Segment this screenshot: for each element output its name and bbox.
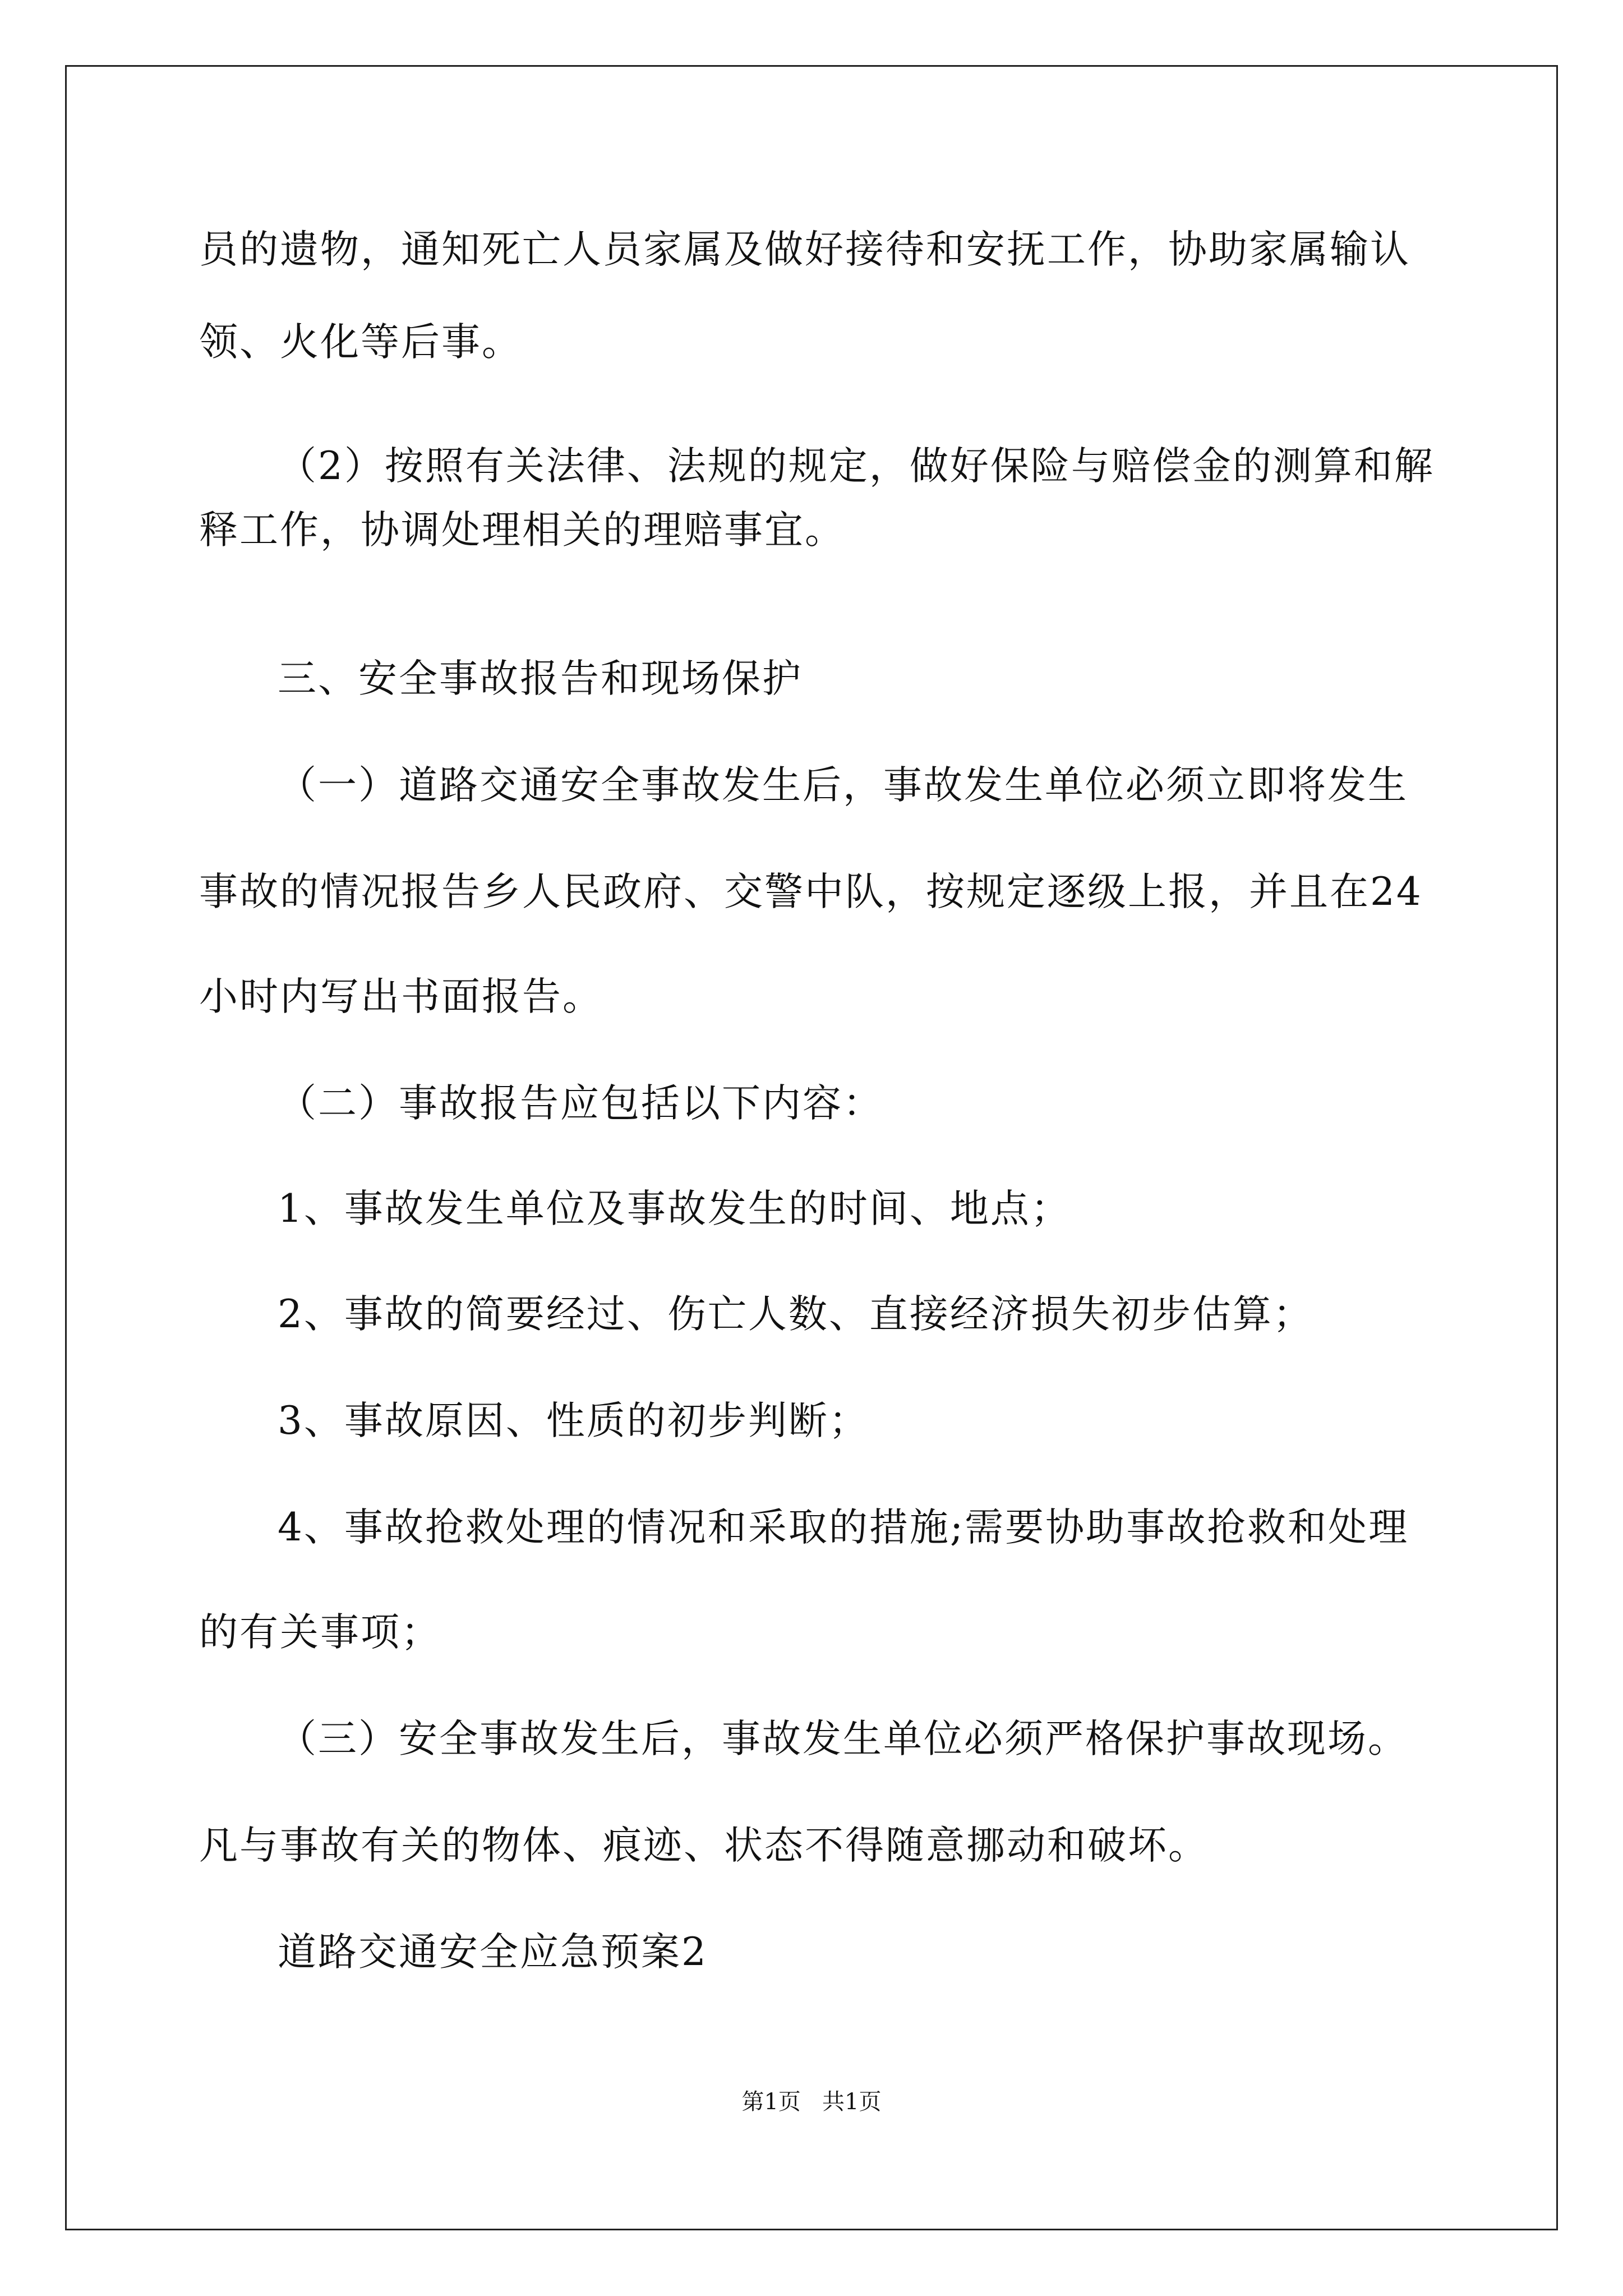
text-line-8: 小时内写出书面报告。 <box>199 974 603 1019</box>
list-item-2: 2、事故的简要经过、伤亡人数、直接经济损失初步估算； <box>278 1292 1313 1337</box>
text-line-1: 员的遗物，通知死亡人员家属及做好接待和安抚工作，协助家属输认 <box>199 227 1410 272</box>
text-line-6: （一）道路交通安全事故发生后，事故发生单位必须立即将发生 <box>278 763 1408 808</box>
text-line-3: （2）按照有关法律、法规的规定，做好保险与赔偿金的测算和解 <box>278 444 1435 489</box>
section-heading: 三、安全事故报告和现场保护 <box>278 656 803 701</box>
list-item-4: 4、事故抢救处理的情况和采取的措施;需要协助事故抢救和处理 <box>278 1505 1409 1550</box>
page-border <box>65 65 1558 2230</box>
list-item-3: 3、事故原因、性质的初步判断； <box>278 1398 869 1443</box>
next-section-title: 道路交通安全应急预案2 <box>278 1930 708 1975</box>
text-line-14: 的有关事项； <box>199 1610 441 1655</box>
text-line-2: 领、火化等后事。 <box>199 320 522 365</box>
list-item-1: 1、事故发生单位及事故发生的时间、地点； <box>278 1186 1071 1231</box>
page-footer: 第1页 共1页 <box>741 2089 882 2115</box>
text-line-15: （三）安全事故发生后，事故发生单位必须严格保护事故现场。 <box>278 1717 1408 1761</box>
text-line-16: 凡与事故有关的物体、痕迹、状态不得随意挪动和破坏。 <box>199 1823 1209 1868</box>
text-line-4: 释工作，协调处理相关的理赔事宜。 <box>199 508 845 553</box>
text-line-9: （二）事故报告应包括以下内容： <box>278 1081 883 1126</box>
text-line-7: 事故的情况报告乡人民政府、交警中队，按规定逐级上报，并且在24 <box>199 869 1423 914</box>
